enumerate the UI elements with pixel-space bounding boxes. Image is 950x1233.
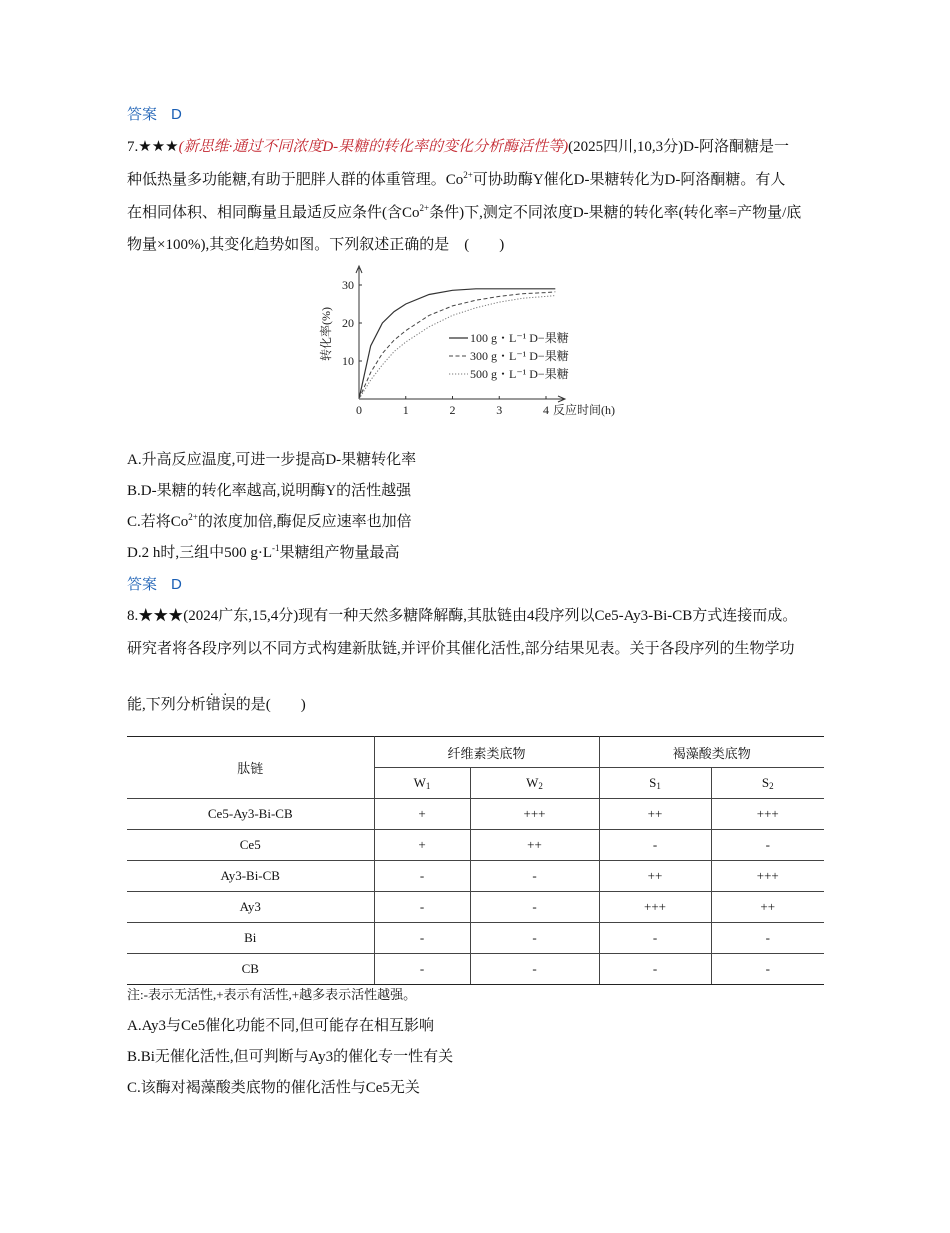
row-label: Ay3-Bi-CB xyxy=(127,861,374,892)
substrate-letter: W xyxy=(526,775,539,790)
q7-option-d xyxy=(127,543,400,563)
q7-option-d-text-a: D.2 h时,三组中500 g·L xyxy=(127,545,272,561)
legend-label: 300 g・L⁻¹ D−果糖 xyxy=(470,349,569,363)
q8-line-3: 能,下列分析错误的是( ) xyxy=(127,697,306,713)
substrate-index: 1 xyxy=(656,781,661,791)
emphasis-dots: .. xyxy=(210,684,237,699)
q8-option-b: B.Bi无催化活性,但可判断与Ay3的催化专一性有关 xyxy=(127,1049,454,1065)
activity-table xyxy=(127,736,824,985)
cellulose-group-header: 纤维素类底物 xyxy=(374,737,599,768)
table-cell: - xyxy=(374,954,470,985)
legend-label: 100 g・L⁻¹ D−果糖 xyxy=(470,331,569,345)
table-cell: - xyxy=(711,954,824,985)
table-cell: +++ xyxy=(470,799,599,830)
table-cell: +++ xyxy=(711,861,824,892)
table-cell: ++ xyxy=(599,799,711,830)
table-note: 注:-表示无活性,+表示有活性,+越多表示活性越强。 xyxy=(127,987,417,1002)
q7-line-1 xyxy=(127,137,789,157)
table-cell: - xyxy=(470,923,599,954)
substrate-letter: W xyxy=(413,775,426,790)
x-tick-label: 4 xyxy=(543,403,549,417)
answer-label: 答案 xyxy=(127,106,158,123)
substrate-header xyxy=(711,768,824,799)
series-line xyxy=(359,292,555,399)
x-tick-label: 3 xyxy=(496,403,503,417)
row-label: CB xyxy=(127,954,374,985)
q7-option-d-sup: -1 xyxy=(272,543,280,553)
x-tick-label: 1 xyxy=(402,403,409,417)
table-row xyxy=(127,830,824,861)
table-cell: - xyxy=(470,954,599,985)
table-cell: - xyxy=(374,892,470,923)
y-tick-label: 20 xyxy=(342,316,354,330)
q7-option-c-sup: 2+ xyxy=(188,512,198,522)
answer-value: D xyxy=(171,106,182,123)
table-header-row xyxy=(127,737,824,768)
table-cell: + xyxy=(374,830,470,861)
peptide-column-header: 肽链 xyxy=(127,737,374,799)
q7-line-3 xyxy=(127,203,801,223)
q7-line2-sup: 2+ xyxy=(463,170,473,180)
table-row xyxy=(127,799,824,830)
table-cell: ++ xyxy=(599,861,711,892)
q7-line-4: 物量×100%),其变化趋势如图。下列叙述正确的是 ( ) xyxy=(127,237,505,253)
q7-line1-rest: (2025四川,10,3分)D-阿洛酮糖是一 xyxy=(568,139,789,155)
substrate-letter: S xyxy=(649,775,657,790)
substrate-index: 1 xyxy=(425,781,431,791)
x-axis-label: 反应时间(h) xyxy=(553,403,615,417)
x-tick-label: 0 xyxy=(356,403,362,417)
series-line xyxy=(359,296,555,399)
q8-option-a: A.Ay3与Ce5催化功能不同,但可能存在相互影响 xyxy=(127,1018,434,1034)
q7-option-d-text-b: 果糖组产物量最高 xyxy=(279,545,400,561)
table-cell: - xyxy=(599,923,711,954)
row-label: Ce5 xyxy=(127,830,374,861)
substrate-index: 2 xyxy=(769,781,774,791)
table-row xyxy=(127,923,824,954)
row-label: Ce5-Ay3-Bi-CB xyxy=(127,799,374,830)
table-cell: + xyxy=(374,799,470,830)
q7-option-b: B.D-果糖的转化率越高,说明酶Y的活性越强 xyxy=(127,483,412,499)
table-cell: - xyxy=(374,923,470,954)
table-row xyxy=(127,861,824,892)
table-cell: - xyxy=(470,861,599,892)
substrate-header xyxy=(470,768,599,799)
substrate-letter: S xyxy=(761,775,770,790)
table-cell: ++ xyxy=(711,892,824,923)
q7-number: 7.★★★ xyxy=(127,139,179,155)
table-cell: ++ xyxy=(470,830,599,861)
table-cell: - xyxy=(711,923,824,954)
table-cell: - xyxy=(470,892,599,923)
answer-value: D xyxy=(171,576,182,593)
answer-line xyxy=(127,105,182,125)
q7-option-c xyxy=(127,512,412,532)
q7-line2-text-a: 种低热量多功能糖,有助于肥胖人群的体重管理。Co xyxy=(127,172,464,188)
row-label: Ay3 xyxy=(127,892,374,923)
q7-option-c-text-a: C.若将Co xyxy=(127,514,189,530)
y-tick-label: 10 xyxy=(342,354,354,368)
answer-line xyxy=(127,575,182,595)
alginate-group-header: 褐藻酸类底物 xyxy=(599,737,824,768)
conversion-rate-chart xyxy=(318,262,638,422)
q7-line3-text-a: 在相同体积、相同酶量且最适反应条件(含Co xyxy=(127,205,420,221)
substrate-header xyxy=(599,768,711,799)
q7-line3-sup: 2+ xyxy=(419,203,430,213)
substrate-header xyxy=(374,768,470,799)
table-cell: +++ xyxy=(599,892,711,923)
q7-line2-text-b: 可协助酶Y催化D-果糖转化为D-阿洛酮糖。有人 xyxy=(472,172,786,188)
y-axis-label: 转化率(%) xyxy=(319,307,333,361)
x-tick-label: 2 xyxy=(449,403,456,417)
q7-highlight: (新思维·通过不同浓度D-果糖的转化率的变化分析酶活性等) xyxy=(178,139,569,155)
q8-line-2: 研究者将各段序列以不同方式构建新肽链,并评价其催化活性,部分结果见表。关于各段序列的生物学功 xyxy=(127,641,795,657)
table-row xyxy=(127,954,824,985)
table-cell: - xyxy=(374,861,470,892)
q8-option-c: C.该酶对褐藻酸类底物的催化活性与Ce5无关 xyxy=(127,1080,420,1096)
row-label: Bi xyxy=(127,923,374,954)
table-row xyxy=(127,892,824,923)
table-cell: - xyxy=(599,830,711,861)
legend-label: 500 g・L⁻¹ D−果糖 xyxy=(470,367,569,381)
q7-line-2 xyxy=(127,170,785,190)
table-cell: - xyxy=(599,954,711,985)
q7-option-a: A.升高反应温度,可进一步提高D-果糖转化率 xyxy=(127,452,417,468)
y-tick-label: 30 xyxy=(342,278,354,292)
table-cell: - xyxy=(711,830,824,861)
q7-option-c-text-b: 的浓度加倍,酶促反应速率也加倍 xyxy=(197,514,412,530)
q7-line3-text-b: 条件)下,测定不同浓度D-果糖的转化率(转化率=产物量/底 xyxy=(429,205,802,221)
table-cell: +++ xyxy=(711,799,824,830)
q8-line-1: 8.★★★(2024广东,15,4分)现有一种天然多糖降解酶,其肽链由4段序列以Ce5-Ay3-Bi-CB方式连接而成。 xyxy=(127,608,798,624)
answer-label: 答案 xyxy=(127,576,158,593)
substrate-index: 2 xyxy=(538,781,543,791)
